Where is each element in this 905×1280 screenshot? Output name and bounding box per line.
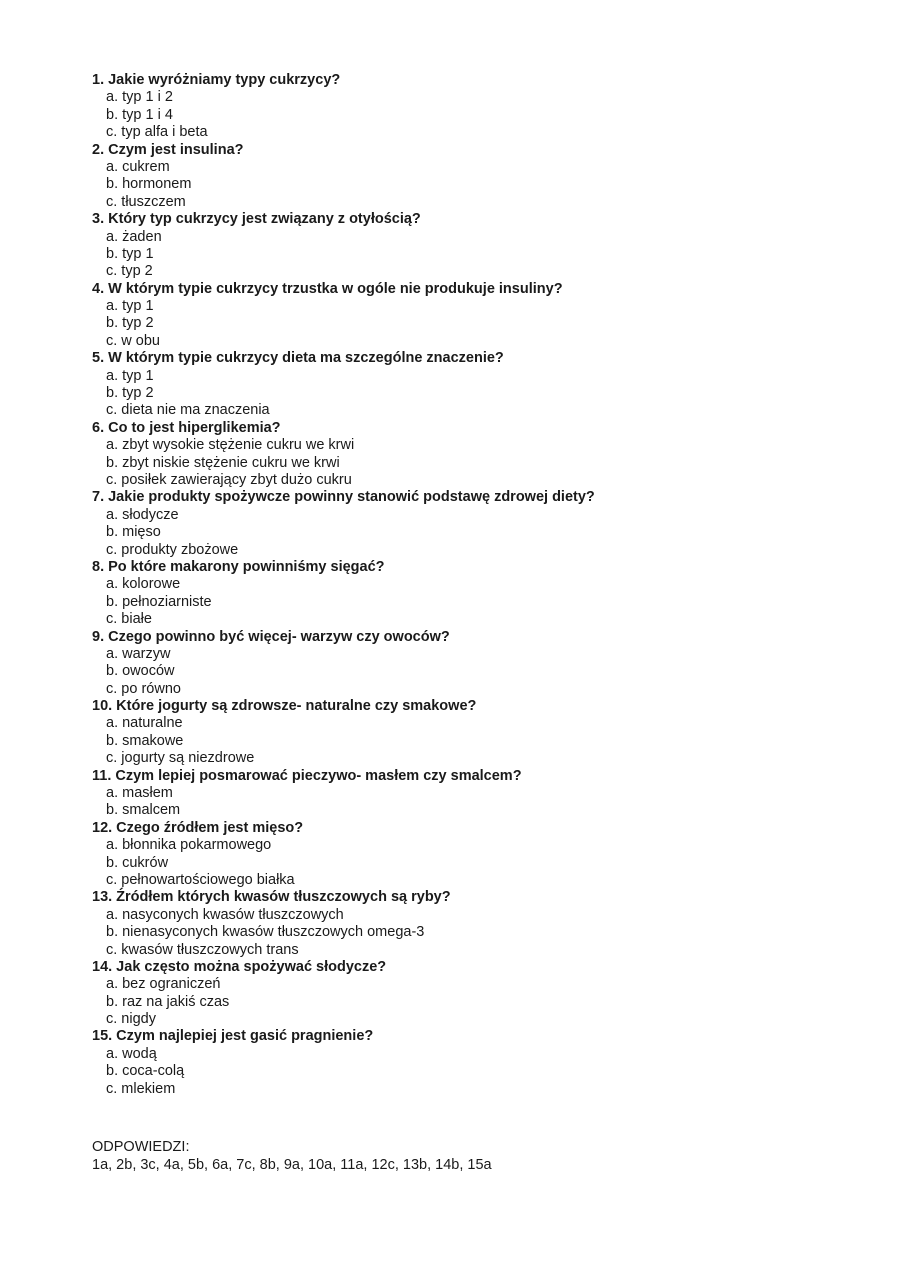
question-block: [92, 281, 872, 351]
answer-option: b. typ 1 i 4: [106, 106, 173, 123]
answer-key-values: 1a, 2b, 3c, 4a, 5b, 6a, 7c, 8b, 9a, 10a, 11a, 12c, 13b, 14b, 15a: [92, 1157, 492, 1173]
answer-option: b. typ 2: [106, 315, 154, 332]
question-block: [92, 420, 872, 490]
question-block: [92, 768, 872, 820]
answer-option: b. smakowe: [106, 732, 184, 749]
question-text: 8. Po które makarony powinniśmy sięgać?: [92, 558, 385, 575]
question-text: 5. W którym typie cukrzycy dieta ma szczególne znaczenie?: [92, 350, 504, 367]
question-text: 10. Które jogurty są zdrowsze- naturalne czy smakowe?: [92, 698, 477, 715]
answer-option: a. błonnika pokarmowego: [106, 837, 272, 854]
answer-option: b. smalcem: [106, 802, 181, 819]
question-block: [92, 820, 872, 890]
question-block: [92, 629, 872, 699]
question-text: 2. Czym jest insulina?: [92, 141, 244, 158]
answer-option: c. w obu: [106, 332, 160, 349]
answer-option: b. nienasyconych kwasów tłuszczowych omega-3: [106, 924, 425, 941]
answer-option: b. raz na jakiś czas: [106, 993, 230, 1010]
answer-option: a. kolorowe: [106, 576, 181, 593]
answer-option: a. zbyt wysokie stężenie cukru we krwi: [106, 437, 355, 454]
answer-option: c. kwasów tłuszczowych trans: [106, 941, 299, 958]
answer-option: a. masłem: [106, 785, 173, 802]
answer-option: b. pełnoziarniste: [106, 593, 212, 610]
answer-option: b. hormonem: [106, 176, 192, 193]
answer-option: c. produkty zbożowe: [106, 541, 239, 558]
answer-option: c. po równo: [106, 680, 181, 697]
question-block: [92, 142, 872, 212]
answer-option: c. typ 2: [106, 263, 153, 280]
quiz-question-list: [92, 72, 872, 1098]
answer-option: c. pełnowartościowego białka: [106, 871, 295, 888]
answer-option: c. mlekiem: [106, 1080, 176, 1097]
answer-option: c. typ alfa i beta: [106, 124, 208, 141]
answer-option: a. naturalne: [106, 715, 183, 732]
answer-option: a. typ 1 i 2: [106, 89, 173, 106]
question-text: 15. Czym najlepiej jest gasić pragnienie?: [92, 1028, 374, 1045]
question-text: 1. Jakie wyróżniamy typy cukrzycy?: [92, 72, 341, 88]
question-block: [92, 72, 872, 142]
answer-option: b. owoców: [106, 663, 175, 680]
answer-option: a. typ 1: [106, 367, 154, 384]
answer-option: c. dieta nie ma znaczenia: [106, 402, 270, 419]
answer-option: a. bez ograniczeń: [106, 976, 221, 993]
answer-option: a. żaden: [106, 228, 162, 245]
answer-option: b. mięso: [106, 524, 161, 541]
question-block: [92, 698, 872, 768]
answer-option: a. typ 1: [106, 298, 154, 315]
answer-option: b. typ 2: [106, 385, 154, 402]
question-text: 3. Który typ cukrzycy jest związany z otyłością?: [92, 211, 421, 228]
answer-key-heading: ODPOWIEDZI:: [92, 1139, 190, 1155]
answer-option: a. wodą: [106, 1045, 157, 1062]
question-text: 11. Czym lepiej posmarować pieczywo- masłem czy smalcem?: [92, 767, 522, 784]
answer-option: b. typ 1: [106, 245, 154, 262]
answer-option: a. nasyconych kwasów tłuszczowych: [106, 906, 344, 923]
question-text: 12. Czego źródłem jest mięso?: [92, 819, 304, 836]
question-text: 4. W którym typie cukrzycy trzustka w ogóle nie produkuje insuliny?: [92, 280, 563, 297]
question-text: 14. Jak często można spożywać słodycze?: [92, 958, 387, 975]
question-text: 7. Jakie produkty spożywcze powinny stanowić podstawę zdrowej diety?: [92, 489, 595, 506]
question-block: [92, 350, 872, 420]
answer-option: c. jogurty są niezdrowe: [106, 750, 255, 767]
question-block: [92, 559, 872, 629]
answer-option: b. coca-colą: [106, 1063, 185, 1080]
question-text: 6. Co to jest hiperglikemia?: [92, 419, 281, 436]
answer-option: c. posiłek zawierający zbyt dużo cukru: [106, 471, 352, 488]
question-block: [92, 489, 872, 559]
answer-option: a. słodycze: [106, 506, 179, 523]
question-block: [92, 211, 872, 281]
answer-option: c. tłuszczem: [106, 193, 186, 210]
answer-option: a. warzyw: [106, 645, 171, 662]
answer-option: b. cukrów: [106, 854, 169, 871]
answer-key-section: [92, 1138, 492, 1174]
question-text: 9. Czego powinno być więcej- warzyw czy owoców?: [92, 628, 450, 645]
answer-option: c. nigdy: [106, 1011, 156, 1028]
question-block: [92, 959, 872, 1029]
question-block: [92, 1028, 872, 1098]
answer-option: b. zbyt niskie stężenie cukru we krwi: [106, 454, 340, 471]
answer-option: a. cukrem: [106, 158, 170, 175]
question-block: [92, 889, 872, 959]
question-text: 13. Źródłem których kwasów tłuszczowych są ryby?: [92, 889, 451, 906]
answer-option: c. białe: [106, 611, 152, 628]
